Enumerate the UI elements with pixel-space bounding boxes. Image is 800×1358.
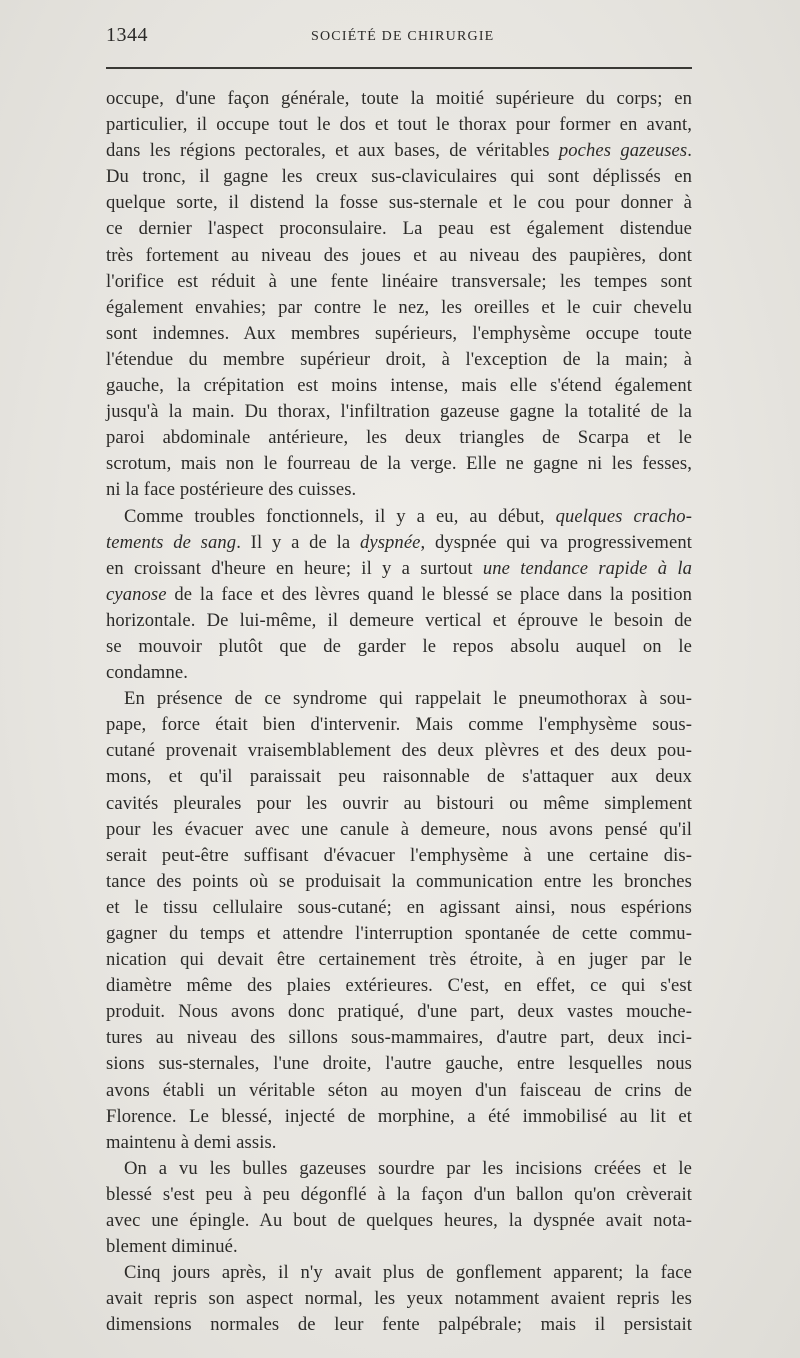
italic-term: cyanose: [106, 583, 167, 605]
text-segment: en croissant d'heure en heure; il y a surtout: [106, 557, 483, 579]
text-line: [106, 504, 692, 530]
page-header: [106, 24, 692, 54]
text-segment: . Il y a de la: [236, 531, 360, 553]
text-line: maintenu à demi assis.: [106, 1131, 277, 1153]
text-line: tance des points où se produisait la communication entre les bronches: [106, 870, 692, 892]
text-line: jusqu'à la main. Du thorax, l'infiltration gazeuse gagne la totalité de la: [106, 401, 692, 423]
text-segment: , dyspnée qui va progressivement: [420, 531, 692, 553]
text-line: En présence de ce syndrome qui rappelait le pneumothorax à sou-: [124, 688, 692, 710]
text-line: pape, force était bien d'intervenir. Mais comme l'emphysème sous-: [106, 714, 692, 736]
text-segment: dans les régions pectorales, et aux bases, de véritables: [106, 140, 559, 162]
text-line: très fortement au niveau des joues et au niveau des paupières, dont: [106, 244, 692, 266]
text-line: et le tissu cellulaire sous-cutané; en agissant ainsi, nous espérions: [106, 896, 692, 918]
text-line: horizontale. De lui-même, il demeure vertical et éprouve le besoin de: [106, 609, 692, 631]
text-segment: de la face et des lèvres quand le blessé se place dans la position: [166, 583, 692, 605]
text-line: cutané provenait vraisemblablement des deux plèvres et des deux pou-: [106, 740, 692, 762]
text-line: tures au niveau des sillons sous-mammaires, d'autre part, deux inci-: [106, 1027, 692, 1049]
text-line: ni la face postérieure des cuisses.: [106, 479, 357, 501]
text-line: gauche, la crépitation est moins intense, mais elle s'étend également: [106, 375, 692, 397]
text-line: sions sus-sternales, l'une droite, l'autre gauche, entre lesquelles nous: [106, 1053, 692, 1075]
text-line: Cinq jours après, il n'y avait plus de gonflement apparent; la face: [124, 1262, 692, 1284]
text-line: [106, 556, 692, 582]
text-line: pour les évacuer avec une canule à demeure, nous avons pensé qu'il: [106, 818, 692, 840]
italic-term: poches gazeuses: [558, 140, 688, 162]
text-line: avec une épingle. Au bout de quelques heures, la dyspnée avait nota-: [106, 1210, 692, 1232]
text-line: Florence. Le blessé, injecté de morphine, a été immobilisé au lit et: [106, 1105, 692, 1127]
text-line: l'étendue du membre supérieur droit, à l'exception de la main; à: [106, 348, 692, 370]
header-rule: [106, 67, 692, 69]
text-segment: Comme troubles fonctionnels, il y a eu, au début,: [124, 505, 556, 527]
italic-term: une tendance rapide à la: [482, 557, 692, 579]
body-text: [106, 86, 692, 1339]
text-line: également envahies; par contre le nez, les oreilles et le cuir chevelu: [106, 296, 692, 318]
text-line: Du tronc, il gagne les creux sus-claviculaires qui sont déplissés en: [106, 166, 692, 188]
text-line: nication qui devait être certainement très étroite, à en juger par le: [106, 949, 692, 971]
italic-term: quelques cracho-: [555, 505, 692, 527]
text-line: se mouvoir plutôt que de garder le repos absolu auquel on le: [106, 635, 692, 657]
text-line: l'orifice est réduit à une fente linéaire transversale; les tempes sont: [106, 270, 692, 292]
text-line: occupe, d'une façon générale, toute la moitié supérieure du corps; en: [106, 88, 692, 109]
text-line: dimensions normales de leur fente palpébrale; mais il persistait: [106, 1314, 692, 1336]
text-line: [106, 530, 692, 556]
italic-term: tements de sang: [106, 531, 237, 553]
text-line: cavités pleurales pour les ouvrir au bistouri ou même simplement: [106, 792, 692, 814]
text-line: avons établi un véritable séton au moyen d'un faisceau de crins de: [106, 1079, 692, 1101]
page-number: 1344: [106, 24, 148, 46]
text-line: scrotum, mais non le fourreau de la verge. Elle ne gagne ni les fesses,: [106, 453, 692, 475]
text-line: condamne.: [106, 662, 188, 684]
text-line: blessé s'est peu à peu dégonflé à la façon d'un ballon qu'on crèverait: [106, 1183, 692, 1205]
text-line: ce dernier l'aspect proconsulaire. La peau est également distendue: [106, 218, 692, 240]
running-title: SOCIÉTÉ DE CHIRURGIE: [311, 29, 495, 44]
text-line: mons, et qu'il paraissait peu raisonnable de s'attaquer aux deux: [106, 766, 692, 788]
italic-term: dyspnée: [359, 531, 421, 553]
text-line: serait peut-être suffisant d'évacuer l'emphysème à une certaine dis-: [106, 844, 692, 866]
text-line: diamètre même des plaies extérieures. C'est, en effet, ce qui s'est: [106, 975, 692, 997]
text-line: produit. Nous avons donc pratiqué, d'une part, deux vastes mouche-: [106, 1001, 692, 1023]
text-line: avait repris son aspect normal, les yeux notamment avaient repris les: [106, 1288, 692, 1310]
text-line: gagner du temps et attendre l'interruption spontanée de cette commu-: [106, 923, 692, 944]
text-line: On a vu les bulles gazeuses sourdre par les incisions créées et le: [124, 1157, 692, 1179]
text-line: [106, 582, 692, 608]
text-line: paroi abdominale antérieure, les deux triangles de Scarpa et le: [106, 427, 692, 449]
text-line: sont indemnes. Aux membres supérieurs, l'emphysème occupe toute: [106, 322, 692, 344]
text-line: dans les régions pectorales, et aux bases, de véritables poches gazeuses.: [106, 140, 692, 162]
text-line: particulier, il occupe tout le dos et tout le thorax pour former en avant,: [106, 114, 692, 136]
text-line: quelque sorte, il distend la fosse sus-sternale et le cou pour donner à: [106, 192, 692, 214]
text-line: blement diminué.: [106, 1236, 238, 1258]
